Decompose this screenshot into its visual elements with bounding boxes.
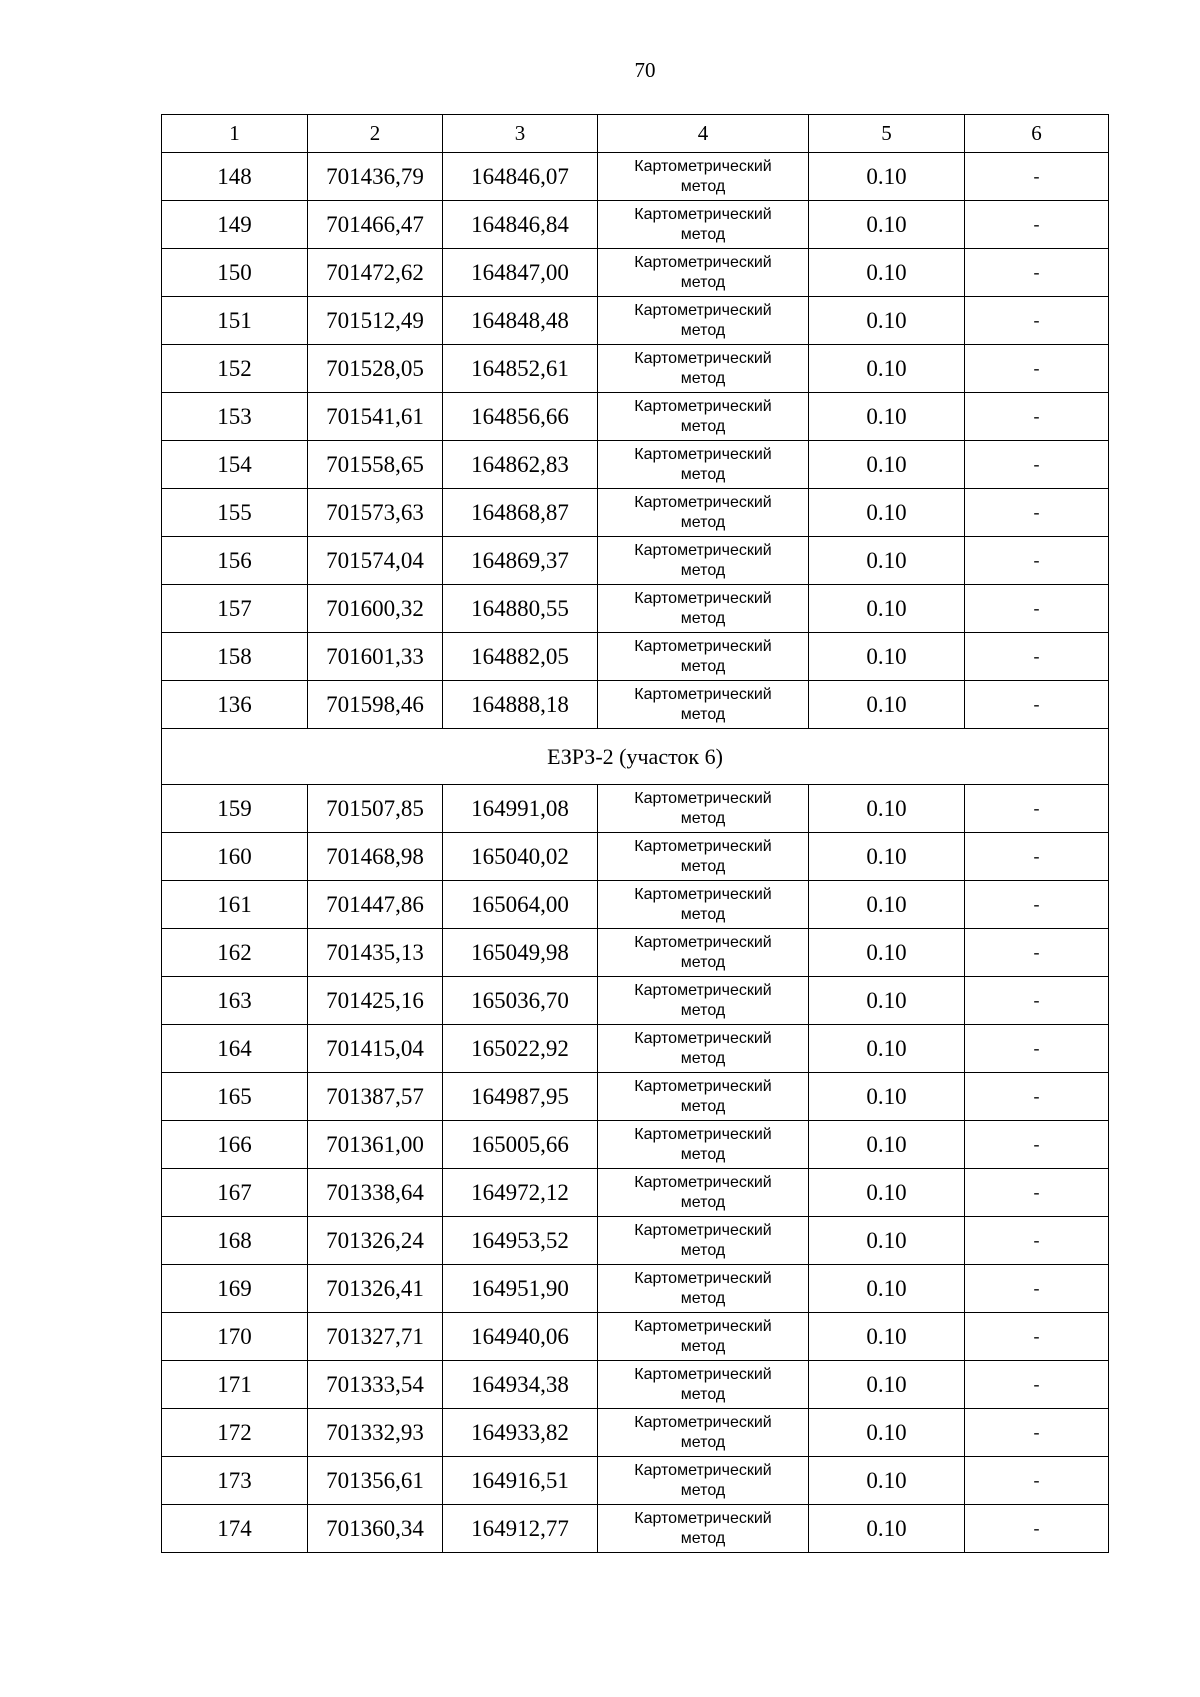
method-line-2: метод (680, 1529, 726, 1547)
method-cell (598, 153, 809, 201)
y-coordinate-cell: 164951,90 (443, 1265, 598, 1313)
precision-cell: 0.10 (809, 345, 965, 393)
remark-cell: - (965, 441, 1109, 489)
table-row (162, 633, 1109, 681)
method-line-1: Картометрический (634, 837, 772, 855)
remark-cell: - (965, 1025, 1109, 1073)
method-line-1: Картометрический (634, 301, 772, 319)
method-line-2: метод (680, 1385, 726, 1403)
group-2-rows (162, 785, 1109, 1553)
x-coordinate-cell: 701466,47 (308, 201, 443, 249)
x-coordinate-cell: 701326,24 (308, 1217, 443, 1265)
precision-cell: 0.10 (809, 977, 965, 1025)
point-number-cell: 163 (162, 977, 308, 1025)
column-header: 1 (162, 115, 308, 153)
precision-cell: 0.10 (809, 833, 965, 881)
point-number-cell: 150 (162, 249, 308, 297)
x-coordinate-cell: 701436,79 (308, 153, 443, 201)
table-row (162, 393, 1109, 441)
remark-cell: - (965, 1409, 1109, 1457)
y-coordinate-cell: 164848,48 (443, 297, 598, 345)
method-line-1: Картометрический (634, 1029, 772, 1047)
remark-cell: - (965, 201, 1109, 249)
point-number-cell: 161 (162, 881, 308, 929)
method-line-2: метод (680, 1241, 726, 1259)
x-coordinate-cell: 701447,86 (308, 881, 443, 929)
precision-cell: 0.10 (809, 585, 965, 633)
method-line-2: метод (680, 857, 726, 875)
method-line-1: Картометрический (634, 1509, 772, 1527)
x-coordinate-cell: 701326,41 (308, 1265, 443, 1313)
point-number-cell: 155 (162, 489, 308, 537)
table-row (162, 249, 1109, 297)
section-title-row (162, 729, 1109, 785)
precision-cell: 0.10 (809, 1313, 965, 1361)
y-coordinate-cell: 165036,70 (443, 977, 598, 1025)
method-line-2: метод (680, 657, 726, 675)
table-row (162, 1121, 1109, 1169)
point-number-cell: 157 (162, 585, 308, 633)
x-coordinate-cell: 701338,64 (308, 1169, 443, 1217)
method-line-2: метод (680, 809, 726, 827)
method-cell (598, 1169, 809, 1217)
table-row (162, 201, 1109, 249)
method-line-2: метод (680, 1433, 726, 1451)
coordinates-table (161, 114, 1109, 1553)
precision-cell: 0.10 (809, 201, 965, 249)
method-line-2: метод (680, 1481, 726, 1499)
y-coordinate-cell: 164869,37 (443, 537, 598, 585)
table-row (162, 537, 1109, 585)
column-header: 6 (965, 115, 1109, 153)
remark-cell: - (965, 1217, 1109, 1265)
precision-cell: 0.10 (809, 1361, 965, 1409)
y-coordinate-cell: 164953,52 (443, 1217, 598, 1265)
x-coordinate-cell: 701435,13 (308, 929, 443, 977)
x-coordinate-cell: 701425,16 (308, 977, 443, 1025)
x-coordinate-cell: 701387,57 (308, 1073, 443, 1121)
method-line-1: Картометрический (634, 1461, 772, 1479)
point-number-cell: 154 (162, 441, 308, 489)
precision-cell: 0.10 (809, 297, 965, 345)
remark-cell: - (965, 1121, 1109, 1169)
method-line-2: метод (680, 417, 726, 435)
remark-cell: - (965, 1361, 1109, 1409)
method-line-1: Картометрический (634, 1077, 772, 1095)
method-line-2: метод (680, 1145, 726, 1163)
x-coordinate-cell: 701598,46 (308, 681, 443, 729)
remark-cell: - (965, 345, 1109, 393)
method-line-2: метод (680, 225, 726, 243)
section-divider (162, 729, 1109, 785)
method-line-1: Картометрический (634, 789, 772, 807)
point-number-cell: 173 (162, 1457, 308, 1505)
method-cell (598, 1505, 809, 1553)
method-line-2: метод (680, 561, 726, 579)
x-coordinate-cell: 701332,93 (308, 1409, 443, 1457)
remark-cell: - (965, 153, 1109, 201)
y-coordinate-cell: 165005,66 (443, 1121, 598, 1169)
remark-cell: - (965, 1505, 1109, 1553)
point-number-cell: 172 (162, 1409, 308, 1457)
point-number-cell: 169 (162, 1265, 308, 1313)
point-number-cell: 167 (162, 1169, 308, 1217)
method-line-1: Картометрический (634, 1365, 772, 1383)
table-row (162, 1025, 1109, 1073)
precision-cell: 0.10 (809, 633, 965, 681)
point-number-cell: 156 (162, 537, 308, 585)
y-coordinate-cell: 165064,00 (443, 881, 598, 929)
table-row (162, 489, 1109, 537)
precision-cell: 0.10 (809, 1073, 965, 1121)
remark-cell: - (965, 297, 1109, 345)
point-number-cell: 148 (162, 153, 308, 201)
y-coordinate-cell: 165049,98 (443, 929, 598, 977)
y-coordinate-cell: 164916,51 (443, 1457, 598, 1505)
method-cell (598, 489, 809, 537)
table-row (162, 929, 1109, 977)
method-cell (598, 1409, 809, 1457)
precision-cell: 0.10 (809, 881, 965, 929)
method-cell (598, 585, 809, 633)
table-row (162, 1313, 1109, 1361)
y-coordinate-cell: 164846,84 (443, 201, 598, 249)
y-coordinate-cell: 164846,07 (443, 153, 598, 201)
table-row (162, 153, 1109, 201)
method-line-1: Картометрический (634, 349, 772, 367)
method-cell (598, 633, 809, 681)
method-line-2: метод (680, 1289, 726, 1307)
precision-cell: 0.10 (809, 1217, 965, 1265)
table-row (162, 1073, 1109, 1121)
remark-cell: - (965, 1169, 1109, 1217)
y-coordinate-cell: 164882,05 (443, 633, 598, 681)
point-number-cell: 160 (162, 833, 308, 881)
table-row (162, 1457, 1109, 1505)
method-cell (598, 201, 809, 249)
remark-cell: - (965, 1313, 1109, 1361)
table-row (162, 1361, 1109, 1409)
x-coordinate-cell: 701468,98 (308, 833, 443, 881)
x-coordinate-cell: 701600,32 (308, 585, 443, 633)
remark-cell: - (965, 633, 1109, 681)
method-line-2: метод (680, 1001, 726, 1019)
point-number-cell: 153 (162, 393, 308, 441)
point-number-cell: 164 (162, 1025, 308, 1073)
method-line-2: метод (680, 1193, 726, 1211)
method-line-2: метод (680, 705, 726, 723)
table-row (162, 1217, 1109, 1265)
method-line-2: метод (680, 273, 726, 291)
x-coordinate-cell: 701601,33 (308, 633, 443, 681)
table-row (162, 1169, 1109, 1217)
method-cell (598, 881, 809, 929)
method-line-2: метод (680, 905, 726, 923)
method-line-1: Картометрический (634, 205, 772, 223)
table-row (162, 881, 1109, 929)
table-row (162, 1265, 1109, 1313)
x-coordinate-cell: 701415,04 (308, 1025, 443, 1073)
column-header: 5 (809, 115, 965, 153)
precision-cell: 0.10 (809, 1457, 965, 1505)
remark-cell: - (965, 393, 1109, 441)
precision-cell: 0.10 (809, 1505, 965, 1553)
precision-cell: 0.10 (809, 929, 965, 977)
remark-cell: - (965, 1073, 1109, 1121)
table-header-row (162, 115, 1109, 153)
method-line-1: Картометрический (634, 1413, 772, 1431)
method-line-1: Картометрический (634, 589, 772, 607)
y-coordinate-cell: 164852,61 (443, 345, 598, 393)
point-number-cell: 166 (162, 1121, 308, 1169)
method-cell (598, 1361, 809, 1409)
table-row (162, 441, 1109, 489)
x-coordinate-cell: 701507,85 (308, 785, 443, 833)
point-number-cell: 168 (162, 1217, 308, 1265)
page-number: 70 (634, 58, 656, 82)
x-coordinate-cell: 701472,62 (308, 249, 443, 297)
table-row (162, 977, 1109, 1025)
remark-cell: - (965, 585, 1109, 633)
precision-cell: 0.10 (809, 441, 965, 489)
x-coordinate-cell: 701361,00 (308, 1121, 443, 1169)
x-coordinate-cell: 701573,63 (308, 489, 443, 537)
method-line-1: Картометрический (634, 885, 772, 903)
table-row (162, 833, 1109, 881)
method-cell (598, 441, 809, 489)
method-cell (598, 929, 809, 977)
remark-cell: - (965, 1265, 1109, 1313)
method-line-2: метод (680, 369, 726, 387)
table-row (162, 1505, 1109, 1553)
table-row (162, 345, 1109, 393)
precision-cell: 0.10 (809, 537, 965, 585)
method-line-2: метод (680, 609, 726, 627)
y-coordinate-cell: 164862,83 (443, 441, 598, 489)
x-coordinate-cell: 701512,49 (308, 297, 443, 345)
method-cell (598, 1265, 809, 1313)
precision-cell: 0.10 (809, 489, 965, 537)
remark-cell: - (965, 977, 1109, 1025)
method-line-1: Картометрический (634, 1173, 772, 1191)
y-coordinate-cell: 164888,18 (443, 681, 598, 729)
method-line-2: метод (680, 465, 726, 483)
method-cell (598, 785, 809, 833)
y-coordinate-cell: 164868,87 (443, 489, 598, 537)
remark-cell: - (965, 833, 1109, 881)
precision-cell: 0.10 (809, 1025, 965, 1073)
method-line-1: Картометрический (634, 157, 772, 175)
x-coordinate-cell: 701574,04 (308, 537, 443, 585)
remark-cell: - (965, 1457, 1109, 1505)
method-line-2: метод (680, 513, 726, 531)
table-row (162, 585, 1109, 633)
table-row (162, 1409, 1109, 1457)
point-number-cell: 170 (162, 1313, 308, 1361)
method-cell (598, 249, 809, 297)
point-number-cell: 149 (162, 201, 308, 249)
method-line-1: Картометрический (634, 685, 772, 703)
y-coordinate-cell: 164933,82 (443, 1409, 598, 1457)
method-line-1: Картометрический (634, 1317, 772, 1335)
table-row (162, 681, 1109, 729)
precision-cell: 0.10 (809, 785, 965, 833)
y-coordinate-cell: 164847,00 (443, 249, 598, 297)
method-cell (598, 833, 809, 881)
precision-cell: 0.10 (809, 393, 965, 441)
method-cell (598, 537, 809, 585)
remark-cell: - (965, 785, 1109, 833)
method-cell (598, 345, 809, 393)
x-coordinate-cell: 701528,05 (308, 345, 443, 393)
remark-cell: - (965, 681, 1109, 729)
precision-cell: 0.10 (809, 153, 965, 201)
point-number-cell: 159 (162, 785, 308, 833)
point-number-cell: 152 (162, 345, 308, 393)
column-header: 2 (308, 115, 443, 153)
precision-cell: 0.10 (809, 1121, 965, 1169)
x-coordinate-cell: 701327,71 (308, 1313, 443, 1361)
method-cell (598, 1121, 809, 1169)
point-number-cell: 165 (162, 1073, 308, 1121)
x-coordinate-cell: 701356,61 (308, 1457, 443, 1505)
method-line-2: метод (680, 1097, 726, 1115)
method-line-2: метод (680, 1049, 726, 1067)
method-cell (598, 977, 809, 1025)
section-title: ЕЗРЗ-2 (участок 6) (162, 729, 1109, 785)
precision-cell: 0.10 (809, 1169, 965, 1217)
point-number-cell: 136 (162, 681, 308, 729)
method-cell (598, 1457, 809, 1505)
point-number-cell: 158 (162, 633, 308, 681)
table-row (162, 297, 1109, 345)
method-line-1: Картометрический (634, 933, 772, 951)
column-header: 3 (443, 115, 598, 153)
method-cell (598, 1217, 809, 1265)
remark-cell: - (965, 929, 1109, 977)
y-coordinate-cell: 164972,12 (443, 1169, 598, 1217)
method-line-1: Картометрический (634, 981, 772, 999)
x-coordinate-cell: 701541,61 (308, 393, 443, 441)
method-cell (598, 1073, 809, 1121)
y-coordinate-cell: 165022,92 (443, 1025, 598, 1073)
y-coordinate-cell: 164987,95 (443, 1073, 598, 1121)
precision-cell: 0.10 (809, 681, 965, 729)
remark-cell: - (965, 249, 1109, 297)
y-coordinate-cell: 164856,66 (443, 393, 598, 441)
precision-cell: 0.10 (809, 1409, 965, 1457)
y-coordinate-cell: 164991,08 (443, 785, 598, 833)
point-number-cell: 162 (162, 929, 308, 977)
point-number-cell: 171 (162, 1361, 308, 1409)
method-line-1: Картометрический (634, 397, 772, 415)
method-line-1: Картометрический (634, 445, 772, 463)
method-line-1: Картометрический (634, 253, 772, 271)
precision-cell: 0.10 (809, 1265, 965, 1313)
method-cell (598, 297, 809, 345)
column-header: 4 (598, 115, 809, 153)
x-coordinate-cell: 701558,65 (308, 441, 443, 489)
x-coordinate-cell: 701360,34 (308, 1505, 443, 1553)
remark-cell: - (965, 537, 1109, 585)
y-coordinate-cell: 164940,06 (443, 1313, 598, 1361)
table-row (162, 785, 1109, 833)
method-line-2: метод (680, 1337, 726, 1355)
point-number-cell: 151 (162, 297, 308, 345)
method-line-1: Картометрический (634, 637, 772, 655)
method-line-1: Картометрический (634, 541, 772, 559)
x-coordinate-cell: 701333,54 (308, 1361, 443, 1409)
method-line-1: Картометрический (634, 1125, 772, 1143)
precision-cell: 0.10 (809, 249, 965, 297)
method-cell (598, 1025, 809, 1073)
method-line-2: метод (680, 953, 726, 971)
y-coordinate-cell: 164880,55 (443, 585, 598, 633)
method-line-1: Картометрический (634, 1221, 772, 1239)
method-line-2: метод (680, 177, 726, 195)
method-cell (598, 393, 809, 441)
y-coordinate-cell: 164934,38 (443, 1361, 598, 1409)
group-1-rows (162, 153, 1109, 729)
method-cell (598, 1313, 809, 1361)
remark-cell: - (965, 881, 1109, 929)
method-line-2: метод (680, 321, 726, 339)
remark-cell: - (965, 489, 1109, 537)
y-coordinate-cell: 165040,02 (443, 833, 598, 881)
point-number-cell: 174 (162, 1505, 308, 1553)
method-line-1: Картометрический (634, 1269, 772, 1287)
method-cell (598, 681, 809, 729)
y-coordinate-cell: 164912,77 (443, 1505, 598, 1553)
method-line-1: Картометрический (634, 493, 772, 511)
